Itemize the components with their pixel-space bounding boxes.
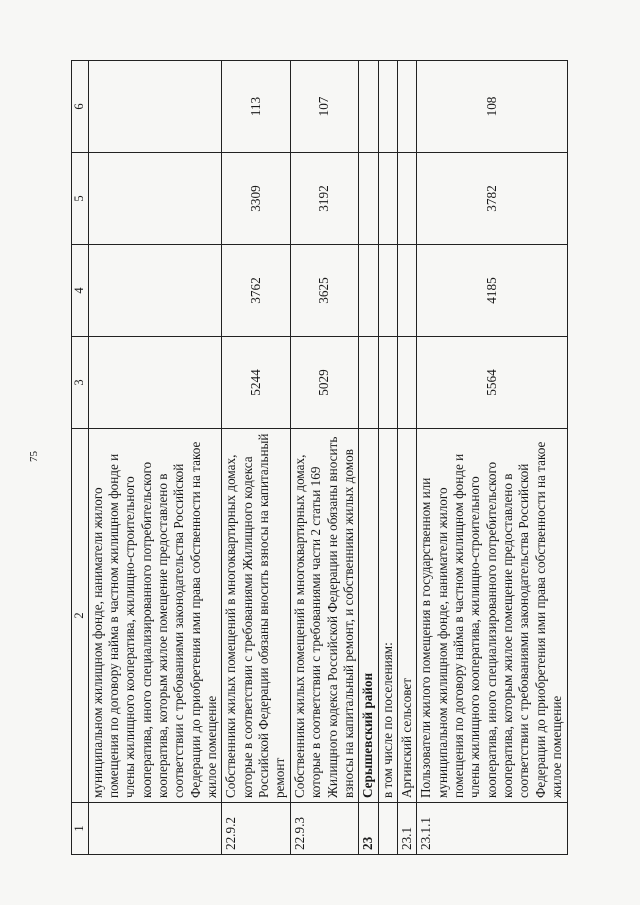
row-value-4: 3625	[290, 245, 358, 337]
row-value-4	[378, 245, 397, 337]
row-description: Серышевский район	[359, 429, 378, 803]
row-value-3: 5564	[417, 337, 567, 429]
header-col-4: 4	[72, 245, 89, 337]
header-col-6: 6	[72, 61, 89, 153]
row-description: Пользователи жилого помещения в государственном или муниципальном жилищном фонде, наниматели жилого помещения по договору найма в частном жилищном фонде и члены жилищного кооператива, жилищно-строительного кооператива, иного специализированного потребительского кооператива, которым жилое помещение предоставлено в соответствии с требованиями законодательства Российской Федерации до приобретения ими права собственности на такое жилое помещение	[417, 429, 567, 803]
row-value-3	[359, 337, 378, 429]
header-col-3: 3	[72, 337, 89, 429]
row-value-6	[88, 61, 222, 153]
row-value-4	[397, 245, 416, 337]
row-value-6	[359, 61, 378, 153]
row-code: 22.9.2	[222, 803, 290, 855]
row-value-5	[359, 153, 378, 245]
row-value-4: 3762	[222, 245, 290, 337]
row-value-5: 3782	[417, 153, 567, 245]
table-row	[88, 61, 222, 855]
header-col-1: 1	[72, 803, 89, 855]
row-description: Аргинский сельсовет	[397, 429, 416, 803]
tariff-table	[71, 60, 568, 855]
row-value-6	[378, 61, 397, 153]
row-code: 22.9.3	[290, 803, 358, 855]
row-value-4	[88, 245, 222, 337]
row-value-5	[88, 153, 222, 245]
row-value-4	[359, 245, 378, 337]
row-code: 23.1.1	[417, 803, 567, 855]
table-row	[359, 61, 378, 855]
row-description: Собственники жилых помещений в многоквартирных домах, которые в соответствии с требованиями Жилищного кодекса Российской Федерации обязаны вносить взносы на капитальный ремонт	[222, 429, 290, 803]
row-value-3	[397, 337, 416, 429]
table-row	[222, 61, 290, 855]
row-code	[378, 803, 397, 855]
table-row	[397, 61, 416, 855]
row-description: в том числе по поселениям:	[378, 429, 397, 803]
header-col-5: 5	[72, 153, 89, 245]
row-value-3	[378, 337, 397, 429]
header-col-2: 2	[72, 429, 89, 803]
row-code: 23	[359, 803, 378, 855]
row-code	[88, 803, 222, 855]
table-row	[290, 61, 358, 855]
row-value-6	[397, 61, 416, 153]
row-value-3: 5029	[290, 337, 358, 429]
row-value-6: 107	[290, 61, 358, 153]
rotated-table-page	[71, 61, 567, 855]
row-code: 23.1	[397, 803, 416, 855]
row-value-3: 5244	[222, 337, 290, 429]
table-row	[417, 61, 567, 855]
row-value-5	[378, 153, 397, 245]
row-value-6: 113	[222, 61, 290, 153]
row-value-5: 3192	[290, 153, 358, 245]
row-value-5: 3309	[222, 153, 290, 245]
row-value-3	[88, 337, 222, 429]
table-header-row	[72, 61, 89, 855]
row-value-6: 108	[417, 61, 567, 153]
row-value-5	[397, 153, 416, 245]
row-description: Собственники жилых помещений в многоквартирных домах, которые в соответствии с требованиями части 2 статьи 169 Жилищного кодекса Российской Федерации не обязаны вносить взносы на капитальный ремонт, и собственники жилых домов	[290, 429, 358, 803]
page-number: 75	[28, 451, 40, 462]
row-value-4: 4185	[417, 245, 567, 337]
table-row	[378, 61, 397, 855]
row-description: муниципальном жилищном фонде, наниматели жилого помещения по договору найма в частном жилищном фонде и члены жилищного кооператива, жилищно-строительного кооператива, иного специализированного потребительского кооператива, которым жилое помещение предоставлено в соответствии с требованиями законодательства Российской Федерации до приобретения ими права собственности на такое жилое помещение	[88, 429, 222, 803]
